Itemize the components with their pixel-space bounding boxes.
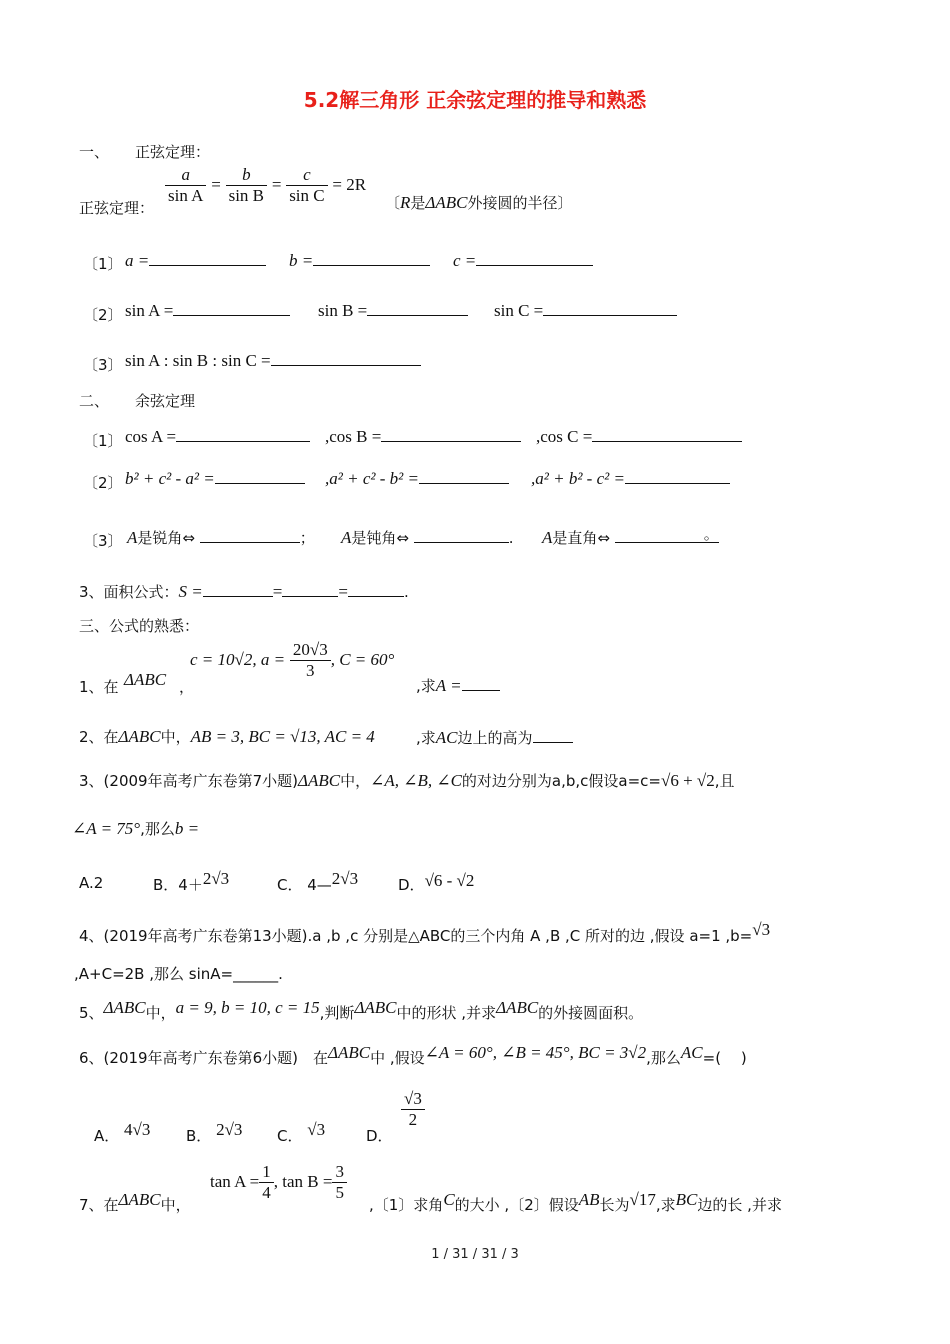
p3-option-d[interactable]: [398, 871, 475, 895]
p7-f2-num: 3: [332, 1162, 347, 1183]
p7-C: C: [443, 1190, 455, 1209]
p5-text3: 的外接圆面积。: [538, 1004, 644, 1022]
p6-B: , ∠B = 45°: [492, 1043, 570, 1062]
fraction-b-sinB: [226, 165, 267, 206]
p7-rest: [369, 1190, 782, 1215]
p7-given: [210, 1162, 347, 1203]
p3-option-b[interactable]: [153, 869, 230, 895]
p3-prefix: 3、(2009年高考广东卷第7小题): [79, 772, 298, 790]
s2-q1-label: 〔1〕: [83, 432, 123, 450]
s1-q2-sinA: [125, 299, 290, 321]
p5-triangle: ΔABC: [103, 998, 146, 1017]
p6-a-val: 4√3: [124, 1120, 151, 1139]
numerator-b: b: [226, 165, 267, 186]
denominator-sinC: sin C: [289, 186, 325, 205]
p1-ask: ,求: [416, 677, 436, 695]
p7-text1: ,〔1〕求角: [369, 1196, 444, 1214]
p7-f2-den: 5: [335, 1183, 344, 1202]
area-eq-2: =: [338, 582, 348, 601]
s2-q1-cosC: ,cos C =: [536, 425, 742, 447]
p7-text5: 边的长 ,并求: [697, 1196, 782, 1214]
p3-angle: ∠A = 75°: [72, 819, 141, 838]
p6-option-d-frac: [401, 1089, 425, 1130]
a-eq: a =: [125, 251, 150, 270]
p5-c: , c = 15: [266, 998, 320, 1017]
p3-mid: 中，: [340, 772, 371, 790]
p6-A: ∠A = 60°: [424, 1043, 493, 1062]
p1-a-frac: [290, 640, 331, 681]
blank-sinB[interactable]: [367, 299, 468, 316]
A-acute: A: [127, 528, 138, 547]
equals-1: =: [211, 175, 221, 194]
end-mark: 。: [703, 525, 719, 543]
p6-then: ,那么: [646, 1049, 681, 1067]
numerator-a: a: [165, 165, 206, 186]
note-R: R: [400, 193, 411, 212]
p3-option-a[interactable]: A.2: [79, 874, 104, 892]
p3-d-text: D．: [398, 876, 425, 894]
p6-AC: AC: [680, 1043, 703, 1062]
blank-ratio[interactable]: [271, 349, 421, 366]
s1-q2-sinC: [494, 299, 677, 321]
p3-option-c[interactable]: [277, 869, 359, 895]
area-label: 3、面积公式：: [79, 583, 179, 601]
fraction-c-sinC: [286, 165, 327, 206]
p5-text: ,判断: [319, 1004, 355, 1022]
p6-b-text: B．: [186, 1127, 212, 1145]
p7-f1-den: 4: [262, 1183, 271, 1202]
blank-a[interactable]: [149, 249, 266, 266]
area-eq-1: =: [272, 582, 283, 601]
p3-d-val: √6 - √2: [424, 871, 475, 890]
section-1-number: 一、: [79, 143, 110, 161]
p1-comma: ，: [179, 678, 195, 696]
s2-q1-cosB: ,cos B =: [325, 425, 521, 447]
p6-option-a[interactable]: [94, 1120, 151, 1146]
p1-A: A =: [435, 676, 462, 695]
blank-p2[interactable]: [533, 726, 573, 743]
section-3-heading: 三、公式的熟悉：: [79, 617, 200, 635]
s1-q1-b: [289, 249, 430, 271]
blank-area-1[interactable]: [203, 580, 273, 597]
p7-prefix: [79, 1190, 191, 1215]
c-eq: c =: [453, 251, 477, 270]
denominator-sinB: sin B: [228, 186, 265, 205]
note-close: 外接圆的半径〕: [467, 194, 573, 212]
problem-5: [79, 998, 644, 1023]
p4-sqrt: √3: [752, 920, 771, 939]
s1-q3-ratio: [125, 349, 421, 371]
fraction-a-sinA: [165, 165, 206, 206]
equals-2R: = 2R: [332, 175, 367, 194]
p6-c-val: √3: [307, 1120, 326, 1139]
blank-area-2[interactable]: [282, 580, 338, 597]
note-triangle: ΔABC: [425, 193, 468, 212]
right-text: 是直角: [552, 529, 598, 547]
p6-d-den: 2: [408, 1110, 418, 1129]
p1-c-val: c = 10√2, a =: [190, 650, 286, 669]
blank-right[interactable]: [615, 526, 719, 543]
ratio-expr: sin A : sin B : sin C =: [125, 351, 271, 370]
cosB-eq: cos B =: [329, 427, 382, 446]
p2-AC: AC: [435, 728, 458, 747]
blank-b[interactable]: [313, 249, 430, 266]
p7-AB: AB: [578, 1190, 600, 1209]
iff-obtuse: ⇔: [396, 529, 409, 547]
p2-mid: 中，: [160, 728, 191, 746]
s1-q3-label: 〔3〕: [83, 356, 123, 374]
A-obtuse: A: [341, 528, 352, 547]
p7-BC: BC: [675, 1190, 698, 1209]
p3-and: ,且: [714, 772, 735, 790]
p6-BC: , BC = 3√2: [569, 1043, 647, 1062]
S-eq: S =: [178, 582, 203, 601]
p3-angles: ∠A, ∠B, ∠C: [370, 771, 462, 790]
p7-text3: 长为: [599, 1196, 630, 1214]
iff-right: ⇔: [597, 529, 610, 547]
blank-expr-a[interactable]: [215, 467, 305, 484]
expr-b: a² + c² - b² =: [329, 469, 419, 488]
p1-given: [190, 640, 394, 681]
p3-c-val: 2√3: [331, 869, 359, 888]
problem-3-line2: [72, 818, 199, 839]
sinC-eq: sin C =: [494, 301, 544, 320]
p3-then: ,那么: [140, 820, 175, 838]
p5-triangle-3: ΔABC: [496, 998, 539, 1017]
A-right: A: [542, 528, 553, 547]
p1-prefix: 1、在: [79, 678, 119, 696]
s2-q2-a: [125, 467, 305, 489]
p2-triangle: ΔABC: [118, 727, 161, 746]
p3-value: √6 + √2: [661, 771, 715, 790]
p5-triangle-2: ΔABC: [354, 998, 397, 1017]
blank-cosC[interactable]: [592, 425, 742, 442]
p5-text2: 中的形状 ,并求: [396, 1004, 497, 1022]
blank-sinC[interactable]: [543, 299, 677, 316]
acute-text: 是锐角: [137, 529, 183, 547]
s2-q2-c: ,a² + b² - c² =: [531, 467, 730, 489]
p6-option-b[interactable]: [186, 1120, 243, 1146]
area-end: .: [403, 583, 409, 601]
blank-cosA[interactable]: [176, 425, 310, 442]
blank-expr-b[interactable]: [419, 467, 509, 484]
problem-4-line2: ,A+C=2B ,那么 sinA=______.: [74, 965, 283, 983]
s1-q2-sinB: [318, 299, 468, 321]
sine-law-formula: [165, 165, 366, 206]
s2-q2-b: ,a² + c² - b² =: [325, 467, 509, 489]
denominator-sinA: sin A: [168, 186, 204, 205]
s2-q3-obtuse: [341, 526, 514, 548]
sine-law-label: 正弦定理：: [79, 199, 155, 217]
section-2-number: 二、: [79, 392, 110, 410]
blank-acute[interactable]: [200, 526, 300, 543]
b-eq: b =: [289, 251, 314, 270]
p1-frac-den: 3: [306, 661, 315, 680]
p3-b: b =: [174, 819, 200, 838]
p7-tanA: tan A =: [210, 1172, 260, 1191]
p3-c-text: C． 4—: [277, 876, 332, 894]
s2-q3-right: [542, 526, 719, 548]
problem-2: [79, 726, 375, 747]
p6-b-val: 2√3: [216, 1120, 243, 1139]
blank-p1[interactable]: [462, 674, 500, 691]
p7-f1-num: 1: [259, 1162, 274, 1183]
p2-post: 边上的高为: [457, 729, 533, 747]
blank-area-3[interactable]: [348, 580, 404, 597]
note-open: 〔: [385, 194, 401, 212]
s2-q3-acute: [127, 526, 315, 548]
semicolon: ；: [299, 529, 315, 547]
numerator-c: c: [286, 165, 327, 186]
cosC-eq: cos C =: [540, 427, 593, 446]
p2-ask: ,求: [416, 729, 436, 747]
p6-prefix: 6、(2019年高考广东卷第6小题) 在: [79, 1049, 328, 1067]
section-2-heading: 余弦定理: [135, 392, 196, 410]
p7-text2: 的大小 ,〔2〕假设: [454, 1196, 579, 1214]
p4-text: 4、(2019年高考广东卷第13小题).a ,b ,c 分别是△ABC的三个内角 A ,B ,C 所对的边 ,假设 a=1 ,b=: [79, 927, 753, 945]
p5-b: , b = 10: [212, 998, 267, 1017]
p6-mid: 中 ,假设: [370, 1049, 425, 1067]
p1-C-val: , C = 60°: [330, 650, 395, 669]
p2-prefix: 2、在: [79, 728, 119, 746]
p7-triangle: ΔABC: [118, 1190, 161, 1209]
expr-c: a² + b² - c² =: [535, 469, 625, 488]
sinA-eq: sin A =: [125, 301, 174, 320]
p3-triangle: ΔABC: [297, 771, 341, 790]
sine-law-note: [385, 192, 573, 213]
s1-q1-c: [453, 249, 593, 271]
s1-q1-a: [125, 249, 266, 271]
p5-mid: 中，: [145, 1004, 176, 1022]
obtuse-text: 是钝角: [351, 529, 397, 547]
s2-q1-cosA: [125, 425, 310, 447]
expr-a: b² + c² - a² =: [125, 469, 215, 488]
blank-obtuse[interactable]: [414, 526, 509, 543]
equals-2: =: [271, 175, 282, 194]
blank-sinA[interactable]: [173, 299, 290, 316]
problem-4-line1: [79, 920, 771, 946]
blank-cosB[interactable]: [381, 425, 521, 442]
p6-end: =( ): [702, 1049, 747, 1067]
p1-frac-num: 20√3: [290, 640, 331, 661]
period: .: [508, 529, 514, 547]
p6-c-text: C．: [277, 1127, 303, 1145]
s2-q3-label: 〔3〕: [83, 532, 123, 550]
sinB-eq: sin B =: [318, 301, 368, 320]
p2-expr: AB = 3, BC = √13, AC = 4: [190, 727, 375, 746]
p6-option-d-label[interactable]: D．: [366, 1127, 393, 1145]
p7-pre: 7、在: [79, 1196, 119, 1214]
p7-sqrt: √17: [629, 1190, 656, 1209]
p6-option-c[interactable]: [277, 1120, 326, 1146]
p3-text: 的对边分别为a,b,c假设a=c=: [461, 772, 661, 790]
p1-question: [416, 674, 500, 696]
s1-q1-label: 〔1〕: [83, 255, 123, 273]
area-formula: [79, 580, 409, 602]
section-1-heading: 正弦定理：: [135, 143, 211, 161]
p6-triangle: ΔABC: [327, 1043, 371, 1062]
cosA-eq: cos A =: [125, 427, 177, 446]
note-is: 是: [410, 194, 426, 212]
p3-b-text: B．4＋: [153, 876, 203, 894]
p5-a: a = 9: [175, 998, 213, 1017]
p7-text4: ,求: [655, 1196, 676, 1214]
p6-a-text: A．: [94, 1127, 120, 1145]
p1-triangle: ΔABC: [124, 670, 167, 689]
p7-mid: 中，: [160, 1196, 191, 1214]
p2-question: [416, 726, 573, 748]
page-footer: 1 / 31 / 31 / 3: [431, 1247, 519, 1262]
page-title: 5.2解三角形 正余弦定理的推导和熟悉: [303, 88, 647, 112]
iff-acute: ⇔: [182, 529, 195, 547]
blank-c[interactable]: [476, 249, 593, 266]
problem-6: [79, 1043, 747, 1068]
p6-d-num: √3: [401, 1089, 425, 1110]
p5-prefix: 5、: [79, 1004, 104, 1022]
problem-3-line1: [79, 770, 735, 791]
blank-expr-c[interactable]: [625, 467, 730, 484]
p7-tanB: , tan B =: [273, 1172, 333, 1191]
p3-b-val: 2√3: [202, 869, 230, 888]
s1-q2-label: 〔2〕: [83, 306, 123, 324]
s2-q2-label: 〔2〕: [83, 474, 123, 492]
